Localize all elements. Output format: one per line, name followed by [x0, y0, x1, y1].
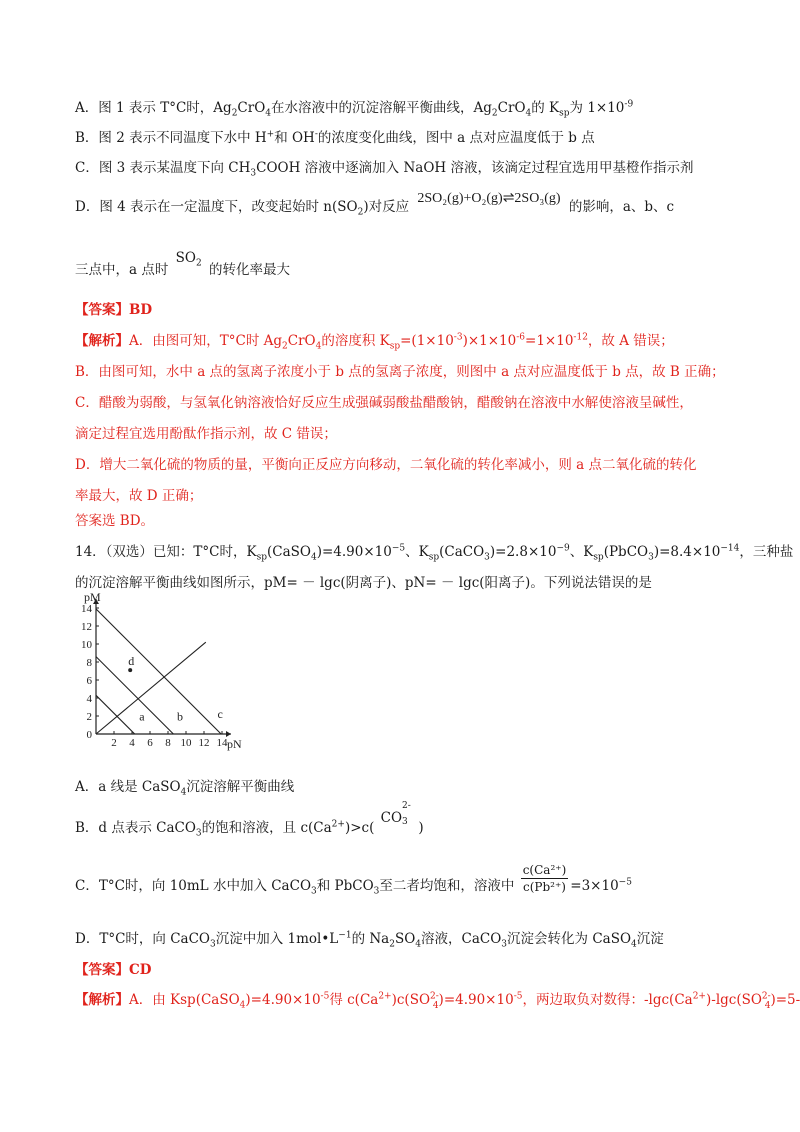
q14-option-a: A．a 线是 CaSO$_4$沉淀溶解平衡曲线	[75, 779, 295, 798]
q13-analysis-line7: 答案选 BD。	[75, 513, 155, 529]
y-tick-label: 10	[81, 639, 92, 651]
q13-analysis-line1: 【解析】A．由图可知，T°C时 $Ag_2CrO_4$的溶度积 $K_{sp}=(1\times 10^{-3})\times 1\times 10^{-6}=1\times 10^{-12}$，故 A 错误；	[75, 332, 674, 352]
y-tick-label: 12	[81, 621, 92, 633]
q13-analysis-line2: B．由图可知，水中 a 点的氢离子浓度小于 b 点的氢离子浓度，则图中 a 点对应温度低于 b 点，故 B 正确；	[75, 364, 725, 380]
point-d	[128, 668, 132, 672]
reaction-equation: 2SO₂(g)+O₂(g)⇌2SO₃(g)	[417, 191, 561, 206]
y-tick-label: 0	[86, 729, 92, 741]
x-tick-label: 8	[165, 737, 171, 749]
curve-label-c: c	[217, 706, 223, 721]
curve-label-b: b	[177, 709, 183, 724]
x-tick-label: 14	[216, 737, 228, 749]
q13-option-b: B．图 2 表示不同温度下水中 H+和 OH-的浓度变化曲线，图中 a 点对应温度低于 b 点	[75, 129, 595, 146]
q13-option-c: C．图 3 表示某温度下向 $CH_3COOH$ 溶液中逐滴加入 NaOH 溶液，该滴定过程宜选用甲基橙作指示剂	[75, 160, 694, 179]
q14-stem-line1: 14．（双选）已知：T°C时，$K_{sp}(CaSO_4)=4.90\times 10^{-5}$、$K_{sp}(CaCO_3)=2.8\times 10^{-9}$、$K_{sp}(PbCO_3)=8.4\times 10^{-14}$，三种盐	[75, 543, 794, 563]
q13-option-d: D．图 4 表示在一定温度下，改变起始时 $n(SO_2)$对反应 2SO₂(g)+O₂(g)⇌2SO₃(g) 的影响，a、b、c	[75, 191, 675, 218]
q14-option-b: B．d 点表示 CaCO$_3$的饱和溶液，且 $c(Ca^{2+})>c$( CO 2- 3 )	[75, 801, 424, 839]
q14-analysis-line1: 【解析】A．由 $Ksp(CaSO_4)=4.90\times 10^{-5}$得 $c(Ca^{2+})c(SO^{2-}_4)=4.90\times 10^{-5}$，两边取负对数得：$-\lg c(Ca^{2+})-\lg c(SO^{2-}_4)=5-$	[75, 991, 800, 1011]
q14-stem-line2: 的沉淀溶解平衡曲线如图所示，pM= － lgc(阴离子)、pN= － lgc(阳离子)。下列说法错误的是	[75, 575, 652, 591]
x-tick-label: 10	[180, 737, 192, 749]
series-line-c	[96, 609, 221, 734]
q14-answer: 【答案】CD	[75, 962, 152, 978]
q13-option-a: A．图 1 表示 T°C时，$Ag_2CrO_4$在水溶液中的沉淀溶解平衡曲线，$Ag_2CrO_4$的 $K_{sp}$为 $1\times 10^{-9}$	[75, 99, 634, 119]
q13-option-d-line2: 三点中，a 点时 $SO_2$ 的转化率最大	[75, 250, 290, 278]
q14-option-d: D．T°C时，向 CaCO$_3$沉淀中加入 $1mol•L^{-1}$的 $Na_2SO_4$溶液，CaCO$_3$沉淀会转化为 CaSO$_4$沉淀	[75, 930, 664, 950]
series-line-a	[96, 695, 135, 734]
x-tick-label: 2	[111, 737, 117, 749]
y-axis-label: pM	[84, 590, 101, 604]
q13-answer: 【答案】BD	[75, 302, 153, 318]
y-tick-label: 4	[86, 693, 92, 705]
x-tick-label: 12	[198, 737, 210, 749]
solubility-equilibrium-chart	[81, 590, 282, 751]
curve-label-a: a	[139, 709, 145, 724]
x-tick-label: 4	[129, 737, 135, 749]
q13-analysis-line3: C．醋酸为弱酸，与氢氧化钠溶液恰好反应生成强碱弱酸盐醋酸钠，醋酸钠在溶液中水解使溶液呈碱性，	[75, 395, 693, 411]
concentration-ratio-fraction: $\frac{\text{c(Ca²⁺)}}{\text{c(Pb²⁺)}}$	[522, 863, 567, 894]
y-tick-label: 2	[86, 711, 92, 723]
q14-option-c: C．T°C时，向 10mL 水中加入 CaCO$_3$和 PbCO$_3$至二者均饱和，溶液中 $\frac{\text{c(Ca²⁺)}}{\text{c(Pb²⁺)}}$ $=3\times 10^{-5}$	[75, 863, 632, 897]
y-tick-label: 14	[81, 603, 92, 615]
q13-analysis-line5: D．增大二氧化硫的物质的量，平衡向正反应方向移动，二氧化硫的转化率减小，则 a 点二氧化硫的转化	[75, 457, 697, 473]
y-tick-label: 8	[86, 657, 92, 669]
point-label-d: d	[128, 654, 135, 669]
series-line-rising-3	[96, 642, 206, 734]
q13-analysis-line4: 滴定过程宜选用酚酞作指示剂，故 C 错误；	[75, 426, 337, 442]
y-tick-label: 6	[86, 675, 92, 687]
x-tick-label: 6	[147, 737, 153, 749]
series-line-b	[96, 657, 173, 734]
q13-analysis-line6: 率最大，故 D 正确；	[75, 488, 203, 504]
x-axis-label: pN	[227, 737, 242, 751]
